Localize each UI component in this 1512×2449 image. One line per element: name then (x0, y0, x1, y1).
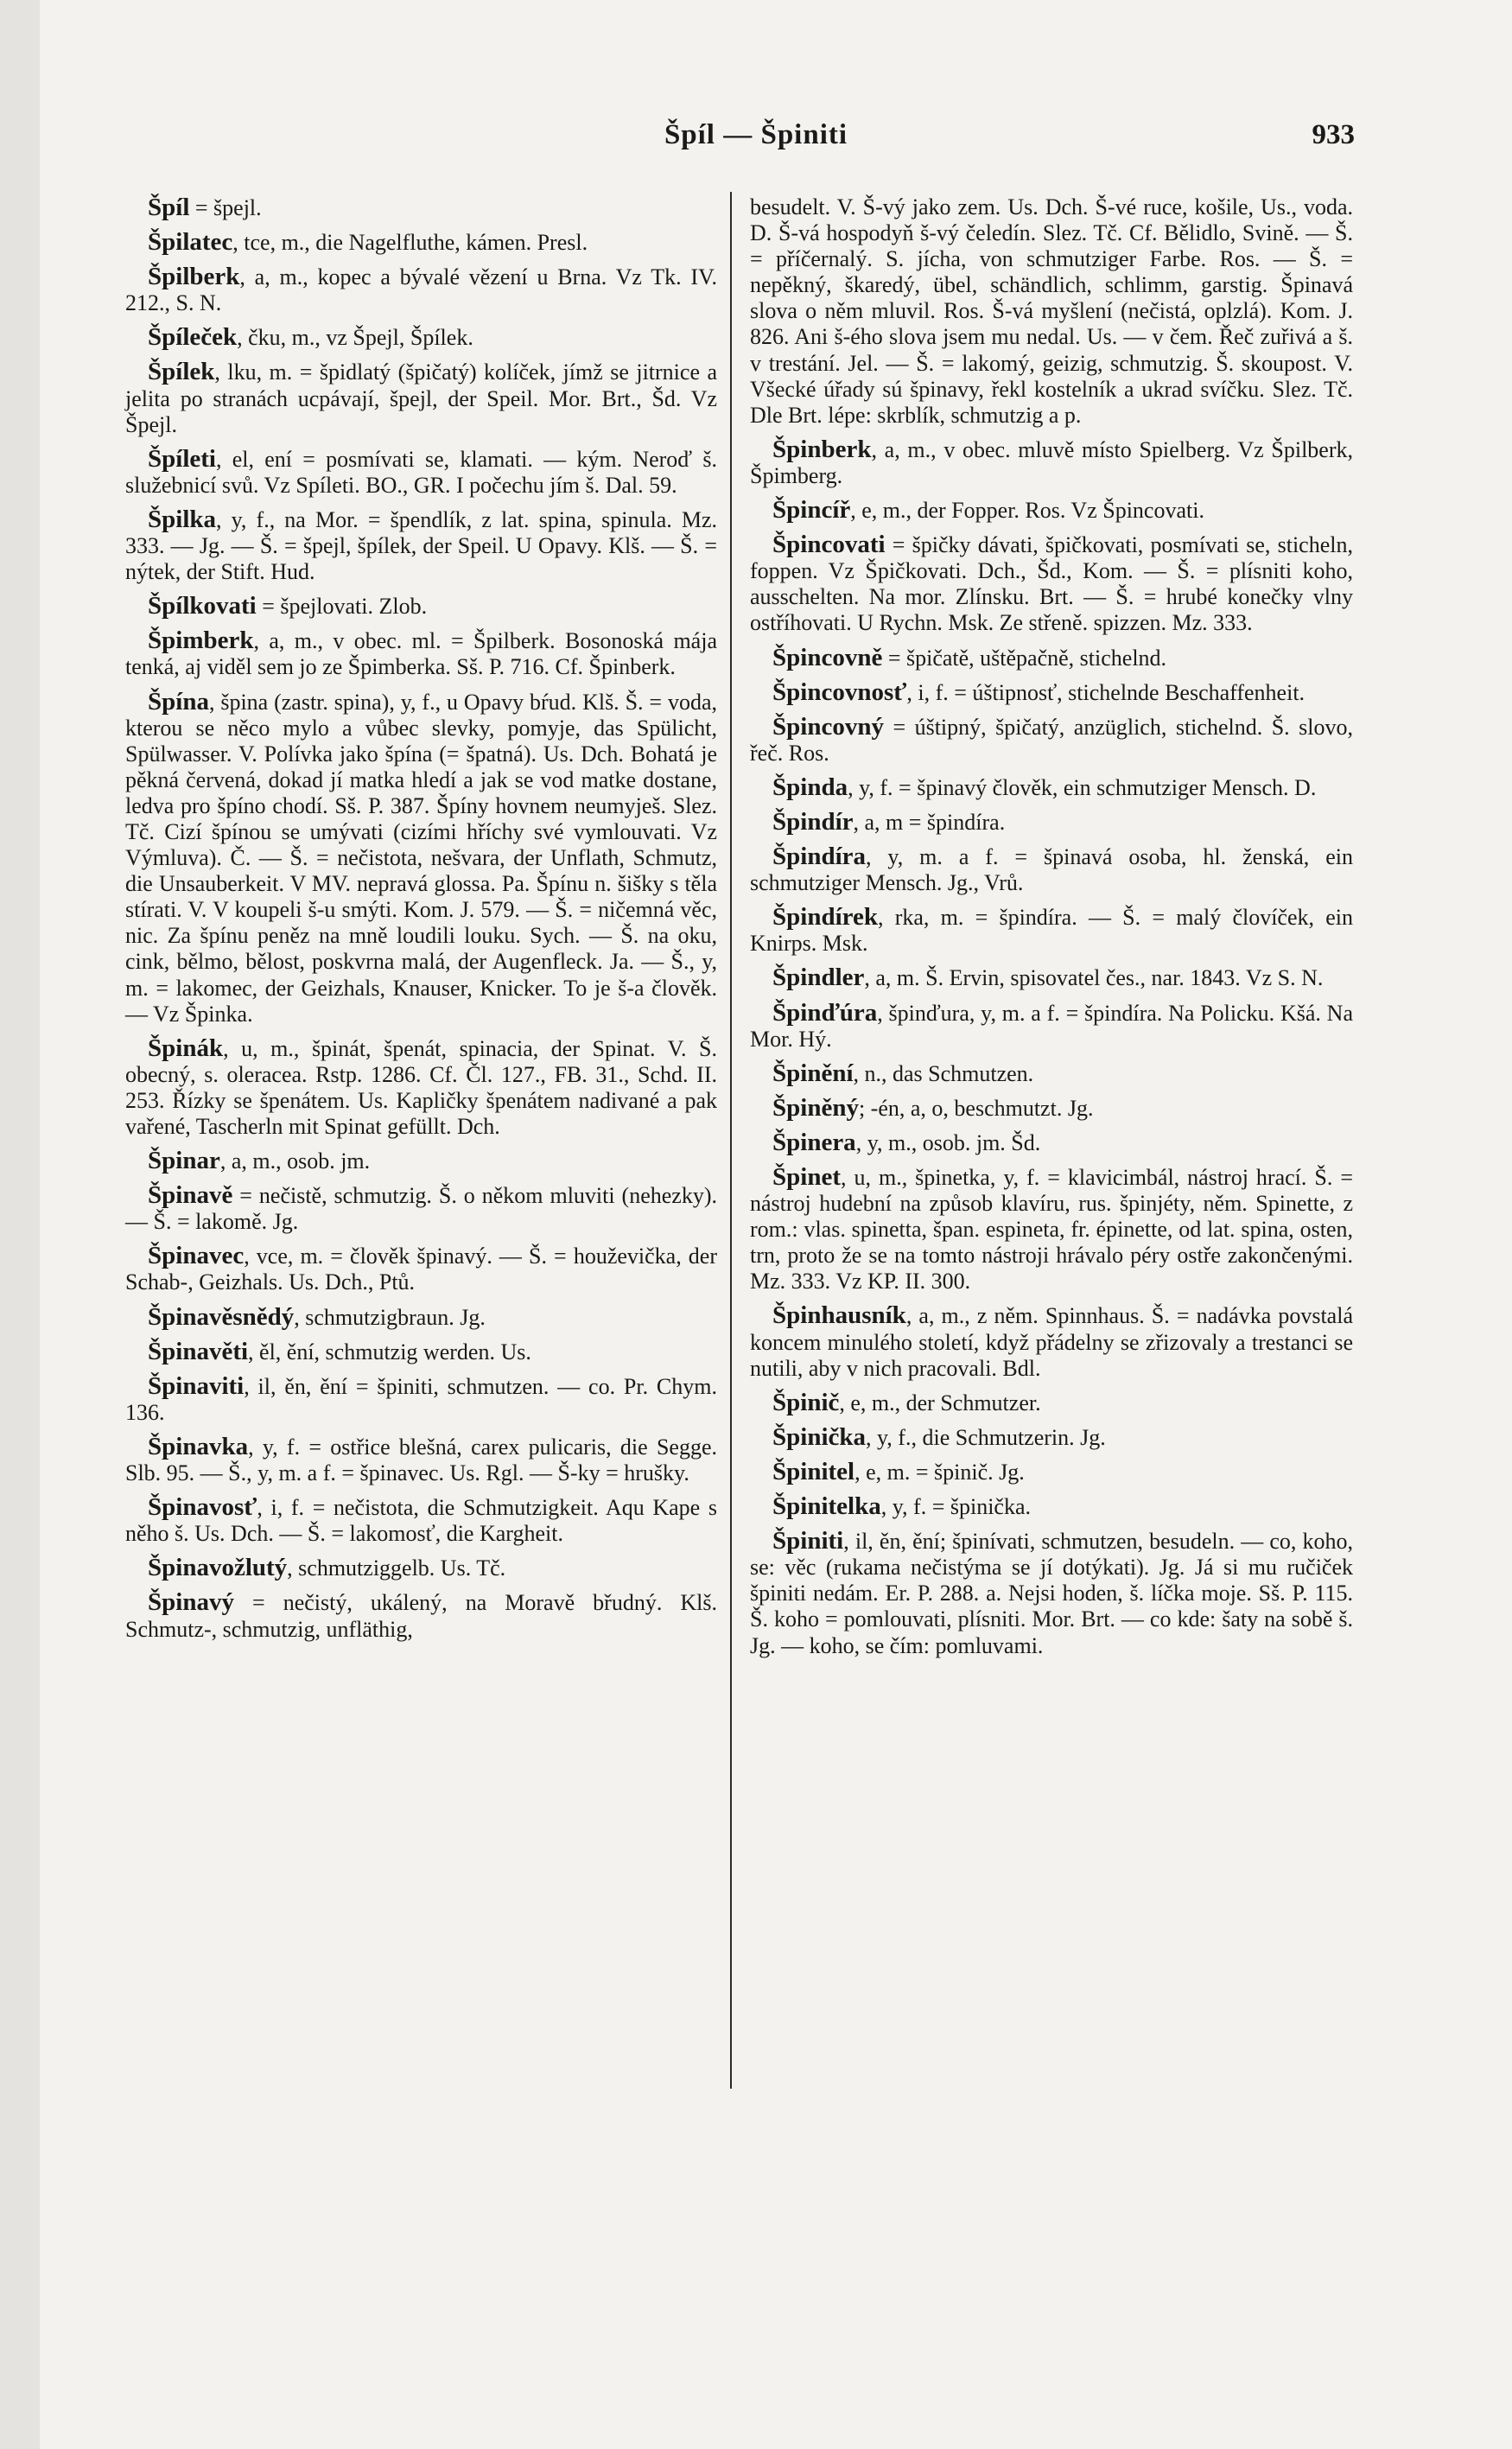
dictionary-entry (125, 1339, 717, 1365)
dictionary-entry (750, 1095, 1353, 1122)
entry-text: , u, m., špinetka, y, f. = klavicimbál, nástroj hrací. Š. = nástroj hudební na způsob klavíru, rus. špinjéty, něm. Spinette, z rom.: vlas. spinetta, špan. espineta, fr. épinette, od lat. spina, osten, trn, proto že se na tomto nástroji hrávalo péry ostře zakončenými. Mz. 333. Vz KP. II. 300. (750, 1165, 1353, 1294)
dictionary-entry (125, 1243, 717, 1295)
dictionary-entry (125, 229, 717, 256)
left-column (125, 194, 717, 1651)
dictionary-entry (125, 627, 717, 680)
entry-headword: Špinění (772, 1059, 854, 1087)
entry-headword: Špincovně (772, 643, 883, 671)
entry-headword: Špinavě (148, 1181, 233, 1210)
dictionary-entry (750, 843, 1353, 896)
entry-text: , il, ěn, ění; špinívati, schmutzen, besudeln. — co, koho, se: věc (rukama nečistýma se jí dotýkati). Jg. Já si mu ručiček špiniti nedám. Er. P. 288. a. Nejsi hoden, š. líčka moje. Sš. P. 115. Š. koho = pomlouvati, plísniti. Mor. Brt. — co kde: šaty na sobě š. Jg. — koho, se čím: pomluvami. (750, 1529, 1353, 1658)
dictionary-entry (750, 1493, 1353, 1520)
dictionary-entry (750, 645, 1353, 671)
dictionary-entry (125, 506, 717, 585)
entry-text: , schmutzigbraun. Jg. (294, 1304, 486, 1330)
entry-headword: Špinitel (772, 1457, 855, 1485)
entry-text: , tce, m., die Nagelfluthe, kámen. Presl. (232, 230, 588, 256)
entry-text: , e, m., der Fopper. Ros. Vz Špincovati. (850, 498, 1204, 524)
entry-text: , y, m. a f. = špinavá osoba, hl. ženská, ein schmutziger Mensch. Jg., Vrů. (750, 844, 1353, 896)
entry-headword: Špincíř (772, 496, 851, 525)
dictionary-entry (125, 1494, 717, 1547)
dictionary-entry (125, 1035, 717, 1140)
dictionary-entry (125, 194, 717, 221)
dictionary-entry (750, 1060, 1353, 1087)
entry-text: = špejlovati. Zlob. (256, 594, 428, 620)
dictionary-entry (125, 1434, 717, 1486)
entry-headword: Špindírek (772, 903, 878, 932)
entry-text: , a, m = špindíra. (853, 809, 1006, 835)
entry-headword: Špinhausník (772, 1301, 906, 1330)
entry-headword: Špinaviti (148, 1371, 245, 1400)
entry-headword: Špinavosť (148, 1493, 257, 1522)
dictionary-entry (750, 1129, 1353, 1156)
running-head: Špíl — Špiniti (664, 119, 848, 150)
dictionary-entry (750, 1459, 1353, 1485)
dictionary-entry (125, 1304, 717, 1331)
dictionary-entry (750, 809, 1353, 836)
entry-headword: Špinavěti (148, 1337, 249, 1365)
dictionary-entry (750, 679, 1353, 706)
entry-headword: Špimberk (148, 627, 254, 655)
entry-text: = nečistý, ukálený, na Moravě břudný. Klš. Schmutz-, schmutzig, unfläthig, (125, 1590, 717, 1642)
entry-text: , e, m. = špinič. Jg. (854, 1459, 1025, 1485)
dictionary-entry (125, 1373, 717, 1426)
page-number: 933 (1312, 119, 1355, 150)
entry-headword: Špindíra (772, 843, 866, 871)
dictionary-entry (125, 1589, 717, 1642)
dictionary-entry (125, 1148, 717, 1174)
entry-headword: Špincovnosť (772, 677, 907, 706)
entry-headword: Špinberk (772, 435, 872, 463)
dictionary-entry (750, 964, 1353, 991)
entry-headword: Špilka (148, 505, 216, 533)
entry-text: , y, f., die Schmutzerin. Jg. (866, 1424, 1106, 1450)
entry-headword: Špinavý (148, 1588, 234, 1617)
entry-text: , rka, m. = špindíra. — Š. = malý človíček, ein Knirps. Msk. (750, 905, 1353, 957)
entry-text: , y, f. = špinička. (880, 1494, 1031, 1520)
entry-text: = špičky dávati, špičkovati, posmívati se, sticheln, foppen. Vz Špičkovati. Dch., Šd., Kom. — Š. = plísniti koho, ausschelten. Na mor. Zlínsku. Brt. — Š. = hrubé konečky vlny ostříhovati. U Rychn. Msk. Ze střeně. spizzen. Mz. 333. (750, 532, 1353, 636)
entry-headword: Špilatec (148, 228, 233, 257)
entry-headword: Špinďúra (772, 998, 878, 1027)
entry-headword: Špinička (772, 1422, 866, 1451)
entry-headword: Špíleti (148, 444, 216, 473)
dictionary-entry (750, 1000, 1353, 1053)
entry-text: , ěl, ění, schmutzig werden. Us. (248, 1339, 531, 1364)
dictionary-entry (125, 689, 717, 1027)
entry-text: = špejl. (189, 195, 262, 220)
dictionary-entry (750, 1528, 1353, 1658)
entry-text: , schmutziggelb. Us. Tč. (287, 1555, 506, 1581)
entry-text: , a, m. Š. Ervin, spisovatel čes., nar. 1843. Vz S. N. (864, 965, 1324, 991)
entry-text: , y, f., na Mor. = špendlík, z lat. spina, spinula. Mz. 333. — Jg. — Š. = špejl, špílek, der Speil. U Opavy. Klš. — Š. = nýtek, der Stift. Hud. (125, 506, 717, 585)
dictionary-entry (750, 1424, 1353, 1451)
dictionary-entry (750, 194, 1353, 429)
dictionary-entry (750, 1302, 1353, 1381)
entry-text: , vce, m. = člověk špinavý. — Š. = houževička, der Schab-, Geizhals. Us. Dch., Ptů. (125, 1244, 717, 1295)
entry-headword: Špinavka (148, 1432, 249, 1460)
entry-headword: Špincovati (772, 531, 886, 559)
entry-text: , špina (zastr. spina), y, f., u Opavy bŕud. Klš. Š. = voda, kterou se něco mylo a vůbec slevky, pomyje, das Spülicht, Spülwasser. V. Polívka jako špína (= špatná). Us. Dch. Bohatá je pěkná červená, dokad jí matka hledí a jak se vod matke dostane, ledva pro špíno chodí. Sš. P. 387. Špíny hovnem neumyješ. Slez. Tč. Cizí špínou se umývati (cizími hříchy své vymlouvati. Vz Výmluva). Č. — Š. = nečistota, nešvara, der Unflath, Schmutz, die Unsauberkeit. V MV. nepravá glossa. Pa. Špínu n. šišky s těla stírati. V. V koupeli š-u smýti. Kom. J. 579. — Š. = ničemná věc, nic. Za špínu peněz na mně loudili louku. Sych. — Š. na oku, cink, bělmo, bělost, poskvrna malá, der Augenfleck. Ja. — Š., y, m. = lakomec, der Geizhals, Knauser, Knicker. To je š-a člověk. — Vz Špinka. (125, 689, 717, 1027)
entry-text: , e, m., der Schmutzer. (839, 1390, 1041, 1415)
entry-text: = úštipný, špičatý, anzüglich, stichelnd. Š. slovo, řeč. Ros. (750, 714, 1353, 766)
entry-text: , špinďura, y, m. a f. = špindíra. Na Policku. Kšá. Na Mor. Hý. (750, 1000, 1353, 1052)
dictionary-entry (125, 1182, 717, 1235)
entry-headword: Špindler (772, 964, 865, 992)
entry-headword: Špilberk (148, 263, 240, 291)
page-edge-shadow (0, 0, 40, 2449)
entry-headword: Špinavožlutý (148, 1554, 288, 1582)
entry-headword: Špinda (772, 773, 848, 801)
entry-text: , i, f. = nečistota, die Schmutzigkeit. Aqu Kape s něho š. Us. Dch. — Š. = lakomosť, die Kargheit. (125, 1495, 717, 1547)
column-divider (730, 192, 732, 2089)
dictionary-entry (125, 593, 717, 620)
entry-text: , y, m., osob. jm. Šd. (855, 1129, 1041, 1155)
entry-text: , u, m., špinát, špenát, spinacia, der Spinat. V. Š. obecný, s. oleracea. Rstp. 1286. Cf. Čl. 127., FB. 31., Schd. II. 253. Řízky se špenátem. Us. Kapličky špenátem nadivané a pak vařené, Tascherln mit Spinat gefüllt. Dch. (125, 1035, 717, 1139)
entry-headword: Špiniti (772, 1527, 844, 1555)
entry-headword: Špinák (148, 1034, 224, 1062)
dictionary-entry (125, 359, 717, 437)
entry-headword: Špinet (772, 1163, 841, 1191)
entry-headword: Špílek (148, 358, 215, 386)
entry-headword: Špinič (772, 1388, 840, 1416)
dictionary-entry (750, 714, 1353, 767)
entry-text: , a, m., kopec a bývalé vězení u Brna. Vz Tk. IV. 212., S. N. (125, 264, 717, 316)
entry-headword: Špindír (772, 807, 854, 836)
entry-headword: Špíl (148, 194, 190, 221)
entry-text: , el, ení = posmívati se, klamati. — kým. Neroď š. služebnicí svů. Vz Spíleti. BO., GR. I počechu jím š. Dal. 59. (125, 446, 717, 498)
entry-headword: Špílkovati (148, 592, 257, 620)
entry-headword: Špinera (772, 1128, 856, 1156)
entry-text: , a, m., v obec. ml. = Špilberk. Bosonoská mája tenká, aj viděl sem jo ze Špimberka. Sš. P. 716. Cf. Špinberk. (125, 628, 717, 680)
entry-text: , a, m., v obec. mluvě místo Spielberg. Vz Špilberk, Špimberg. (750, 436, 1353, 488)
entry-headword: Špíleček (148, 323, 238, 352)
entry-text: , a, m., z něm. Spinnhaus. Š. = nadávka povstalá koncem minulého století, když přádelny se zřizovaly a trestanci se nutili, aby v nich pracovali. Bdl. (750, 1303, 1353, 1381)
entry-text: = špičatě, uštěpačně, stichelnd. (882, 645, 1167, 671)
entry-text: = nečistě, schmutzig. Š. o někom mluviti (nehezky). — Š. = lakomě. Jg. (125, 1183, 717, 1235)
entry-headword: Špincovný (772, 712, 884, 741)
entry-text: besudelt. V. Š-vý jako zem. Us. Dch. Š-vé ruce, košile, Us., voda. D. Š-vá hospodyň š-vý čeledín. Slez. Tč. Cf. Bělidlo, Svině. — Š. = příčernalý. S. jícha, von schmutziger Farbe. Ros. — Š. = nepěkný, škaredý, übel, schändlich, schlimm, garstig. Špinavá slova o něm mluvil. Ros. Š-vá myšlení (nečistá, oplzlá). Kom. J. 826. Ani š-ého slova jsem mu nedal. Us. — v čem. Řeč zuřivá a š. v trestání. Jel. — Š. = lakomý, geizig, schmutzig. Š. skoupost. V. Všecké úřady sú špinavy, řekl kostelník a ukrad svíčku. Slez. Tč. Dle Brt. lépe: skrblík, schmutzig a p. (750, 194, 1353, 428)
dictionary-entry (125, 1555, 717, 1581)
entry-headword: Špiněný (772, 1093, 859, 1122)
entry-text: , i, f. = úštipnosť, stichelnde Beschaffenheit. (906, 679, 1306, 705)
dictionary-entry (125, 446, 717, 499)
entry-headword: Špinavec (148, 1242, 245, 1270)
dictionary-entry (750, 1390, 1353, 1416)
entry-text: , il, ěn, ění = špiniti, schmutzen. — co. Pr. Chym. 136. (125, 1373, 717, 1425)
entry-text: ; -én, a, o, beschmutzt. Jg. (858, 1095, 1094, 1121)
entry-headword: Špína (148, 687, 209, 716)
entry-text: , čku, m., vz Špejl, Špílek. (237, 325, 473, 351)
entry-text: , lku, m. = špidlatý (špičatý) kolíček, jímž se jitrnice a jelita po stranách ucpávají, špejl, der Speil. Mor. Brt., Šd. Vz Špejl. (125, 359, 717, 437)
entry-text: , a, m., osob. jm. (219, 1148, 371, 1174)
dictionary-entry (750, 436, 1353, 489)
dictionary-entry (125, 264, 717, 316)
entry-text: , y, f. = ostřice blešná, carex pulicaris, die Segge. Slb. 95. — Š., y, m. a f. = špinavec. Us. Rgl. — Š-ky = hrušky. (125, 1434, 717, 1486)
dictionary-entry (750, 531, 1353, 636)
entry-text: , y, f. = špinavý člověk, ein schmutziger Mensch. D. (848, 774, 1317, 800)
dictionary-entry (125, 324, 717, 351)
right-column (750, 194, 1353, 1667)
entry-headword: Špinar (148, 1147, 220, 1175)
dictionary-entry (750, 904, 1353, 957)
entry-headword: Špinavěsnědý (148, 1302, 295, 1331)
dictionary-entry (750, 774, 1353, 801)
entry-headword: Špinitelka (772, 1492, 881, 1521)
entry-text: , n., das Schmutzen. (853, 1060, 1034, 1086)
dictionary-entry (750, 497, 1353, 524)
dictionary-entry (750, 1164, 1353, 1294)
